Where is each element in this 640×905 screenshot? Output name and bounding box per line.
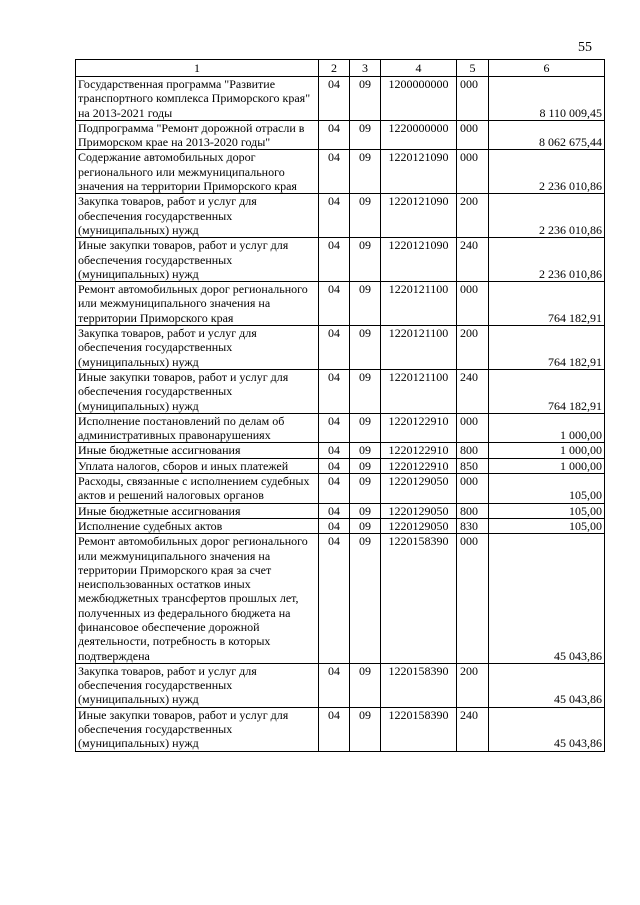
- row-expense-type-cell: 240: [457, 707, 489, 751]
- header-col-6: 6: [489, 60, 605, 77]
- row-section-cell: 04: [319, 150, 350, 194]
- row-target-article-cell: 1220121090: [381, 194, 457, 238]
- row-section-cell: 04: [319, 443, 350, 458]
- table-row: [76, 707, 605, 751]
- row-subsection-cell: 09: [350, 503, 381, 518]
- row-name-cell: Ремонт автомобильных дорог регионального или межмуниципального значения на территории Приморского края за счет неиспользованных остатков иных межбюджетных трансфертов прошлых лет, полученных из федерального бюджета на финансовое обеспечение дорожной деятельности, потребность в которых подтверждена: [76, 534, 319, 664]
- table-row: [76, 443, 605, 458]
- row-section-cell: 04: [319, 77, 350, 121]
- table-row: [76, 369, 605, 413]
- row-expense-type-cell: 000: [457, 150, 489, 194]
- row-expense-type-cell: 850: [457, 458, 489, 473]
- table-row: [76, 77, 605, 121]
- row-target-article-cell: 1220129050: [381, 518, 457, 533]
- row-subsection-cell: 09: [350, 663, 381, 707]
- row-expense-type-cell: 240: [457, 369, 489, 413]
- row-expense-type-cell: 000: [457, 120, 489, 150]
- row-expense-type-cell: 000: [457, 77, 489, 121]
- row-target-article-cell: 1220158390: [381, 663, 457, 707]
- row-section-cell: 04: [319, 518, 350, 533]
- row-amount-cell: 764 182,91: [489, 326, 605, 370]
- header-col-4: 4: [381, 60, 457, 77]
- row-expense-type-cell: 800: [457, 443, 489, 458]
- table-row: [76, 194, 605, 238]
- row-amount-cell: 764 182,91: [489, 282, 605, 326]
- row-name-cell: Иные бюджетные ассигнования: [76, 443, 319, 458]
- row-name-cell: Иные закупки товаров, работ и услуг для обеспечения государственных (муниципальных) нужд: [76, 707, 319, 751]
- table-row: [76, 413, 605, 443]
- row-subsection-cell: 09: [350, 150, 381, 194]
- row-amount-cell: 105,00: [489, 518, 605, 533]
- row-target-article-cell: 1220129050: [381, 503, 457, 518]
- row-section-cell: 04: [319, 326, 350, 370]
- row-name-cell: Иные закупки товаров, работ и услуг для обеспечения государственных (муниципальных) нужд: [76, 369, 319, 413]
- row-subsection-cell: 09: [350, 518, 381, 533]
- row-target-article-cell: 1220129050: [381, 474, 457, 504]
- row-subsection-cell: 09: [350, 77, 381, 121]
- row-section-cell: 04: [319, 413, 350, 443]
- table-row: [76, 474, 605, 504]
- row-expense-type-cell: 200: [457, 194, 489, 238]
- row-name-cell: Уплата налогов, сборов и иных платежей: [76, 458, 319, 473]
- row-amount-cell: 8 110 009,45: [489, 77, 605, 121]
- table-row: [76, 120, 605, 150]
- page-number: 55: [578, 40, 592, 55]
- table-row: [76, 503, 605, 518]
- row-name-cell: Государственная программа "Развитие транспортного комплекса Приморского края" на 2013-2021 годы: [76, 77, 319, 121]
- row-subsection-cell: 09: [350, 707, 381, 751]
- row-expense-type-cell: 830: [457, 518, 489, 533]
- row-name-cell: Закупка товаров, работ и услуг для обеспечения государственных (муниципальных) нужд: [76, 194, 319, 238]
- row-section-cell: 04: [319, 663, 350, 707]
- budget-table-body: [76, 60, 605, 752]
- row-target-article-cell: 1220122910: [381, 413, 457, 443]
- row-target-article-cell: 1220158390: [381, 534, 457, 664]
- header-col-2: 2: [319, 60, 350, 77]
- row-subsection-cell: 09: [350, 120, 381, 150]
- row-name-cell: Ремонт автомобильных дорог регионального или межмуниципального значения на территории Приморского края: [76, 282, 319, 326]
- row-amount-cell: 45 043,86: [489, 663, 605, 707]
- row-subsection-cell: 09: [350, 413, 381, 443]
- table-header-row: [76, 60, 605, 77]
- row-amount-cell: 8 062 675,44: [489, 120, 605, 150]
- row-expense-type-cell: 000: [457, 474, 489, 504]
- table-row: [76, 458, 605, 473]
- row-target-article-cell: 1220121100: [381, 282, 457, 326]
- row-amount-cell: 2 236 010,86: [489, 238, 605, 282]
- row-expense-type-cell: 240: [457, 238, 489, 282]
- table-row: [76, 282, 605, 326]
- row-target-article-cell: 1220122910: [381, 443, 457, 458]
- row-name-cell: Содержание автомобильных дорог регионального или межмуниципального значения на территории Приморского края: [76, 150, 319, 194]
- table-row: [76, 663, 605, 707]
- row-amount-cell: 2 236 010,86: [489, 194, 605, 238]
- row-amount-cell: 1 000,00: [489, 413, 605, 443]
- row-amount-cell: 105,00: [489, 503, 605, 518]
- row-section-cell: 04: [319, 458, 350, 473]
- row-name-cell: Закупка товаров, работ и услуг для обеспечения государственных (муниципальных) нужд: [76, 326, 319, 370]
- table-row: [76, 238, 605, 282]
- row-amount-cell: 1 000,00: [489, 443, 605, 458]
- row-section-cell: 04: [319, 503, 350, 518]
- row-amount-cell: 105,00: [489, 474, 605, 504]
- row-amount-cell: 45 043,86: [489, 534, 605, 664]
- row-section-cell: 04: [319, 707, 350, 751]
- row-target-article-cell: 1220158390: [381, 707, 457, 751]
- row-subsection-cell: 09: [350, 458, 381, 473]
- row-subsection-cell: 09: [350, 534, 381, 664]
- table-row: [76, 150, 605, 194]
- row-target-article-cell: 1220000000: [381, 120, 457, 150]
- row-name-cell: Расходы, связанные с исполнением судебных актов и решений налоговых органов: [76, 474, 319, 504]
- row-target-article-cell: 1220121090: [381, 238, 457, 282]
- row-expense-type-cell: 000: [457, 534, 489, 664]
- row-target-article-cell: 1220121100: [381, 326, 457, 370]
- header-col-5: 5: [457, 60, 489, 77]
- row-target-article-cell: 1200000000: [381, 77, 457, 121]
- row-section-cell: 04: [319, 369, 350, 413]
- row-amount-cell: 1 000,00: [489, 458, 605, 473]
- row-section-cell: 04: [319, 282, 350, 326]
- row-amount-cell: 45 043,86: [489, 707, 605, 751]
- row-target-article-cell: 1220121090: [381, 150, 457, 194]
- row-expense-type-cell: 200: [457, 663, 489, 707]
- row-expense-type-cell: 200: [457, 326, 489, 370]
- row-subsection-cell: 09: [350, 194, 381, 238]
- row-section-cell: 04: [319, 194, 350, 238]
- header-col-1: 1: [76, 60, 319, 77]
- row-name-cell: Иные закупки товаров, работ и услуг для обеспечения государственных (муниципальных) нужд: [76, 238, 319, 282]
- row-subsection-cell: 09: [350, 443, 381, 458]
- row-section-cell: 04: [319, 238, 350, 282]
- row-section-cell: 04: [319, 534, 350, 664]
- row-subsection-cell: 09: [350, 474, 381, 504]
- row-section-cell: 04: [319, 120, 350, 150]
- table-row: [76, 326, 605, 370]
- header-col-3: 3: [350, 60, 381, 77]
- row-target-article-cell: 1220121100: [381, 369, 457, 413]
- row-expense-type-cell: 000: [457, 282, 489, 326]
- row-subsection-cell: 09: [350, 369, 381, 413]
- row-section-cell: 04: [319, 474, 350, 504]
- row-amount-cell: 764 182,91: [489, 369, 605, 413]
- row-target-article-cell: 1220122910: [381, 458, 457, 473]
- row-subsection-cell: 09: [350, 238, 381, 282]
- row-subsection-cell: 09: [350, 282, 381, 326]
- table-row: [76, 534, 605, 664]
- row-name-cell: Исполнение постановлений по делам об административных правонарушениях: [76, 413, 319, 443]
- budget-table: [75, 59, 605, 752]
- row-name-cell: Исполнение судебных актов: [76, 518, 319, 533]
- row-subsection-cell: 09: [350, 326, 381, 370]
- row-name-cell: Подпрограмма "Ремонт дорожной отрасли в Приморском крае на 2013-2020 годы": [76, 120, 319, 150]
- row-expense-type-cell: 800: [457, 503, 489, 518]
- row-name-cell: Закупка товаров, работ и услуг для обеспечения государственных (муниципальных) нужд: [76, 663, 319, 707]
- row-amount-cell: 2 236 010,86: [489, 150, 605, 194]
- row-expense-type-cell: 000: [457, 413, 489, 443]
- row-name-cell: Иные бюджетные ассигнования: [76, 503, 319, 518]
- table-row: [76, 518, 605, 533]
